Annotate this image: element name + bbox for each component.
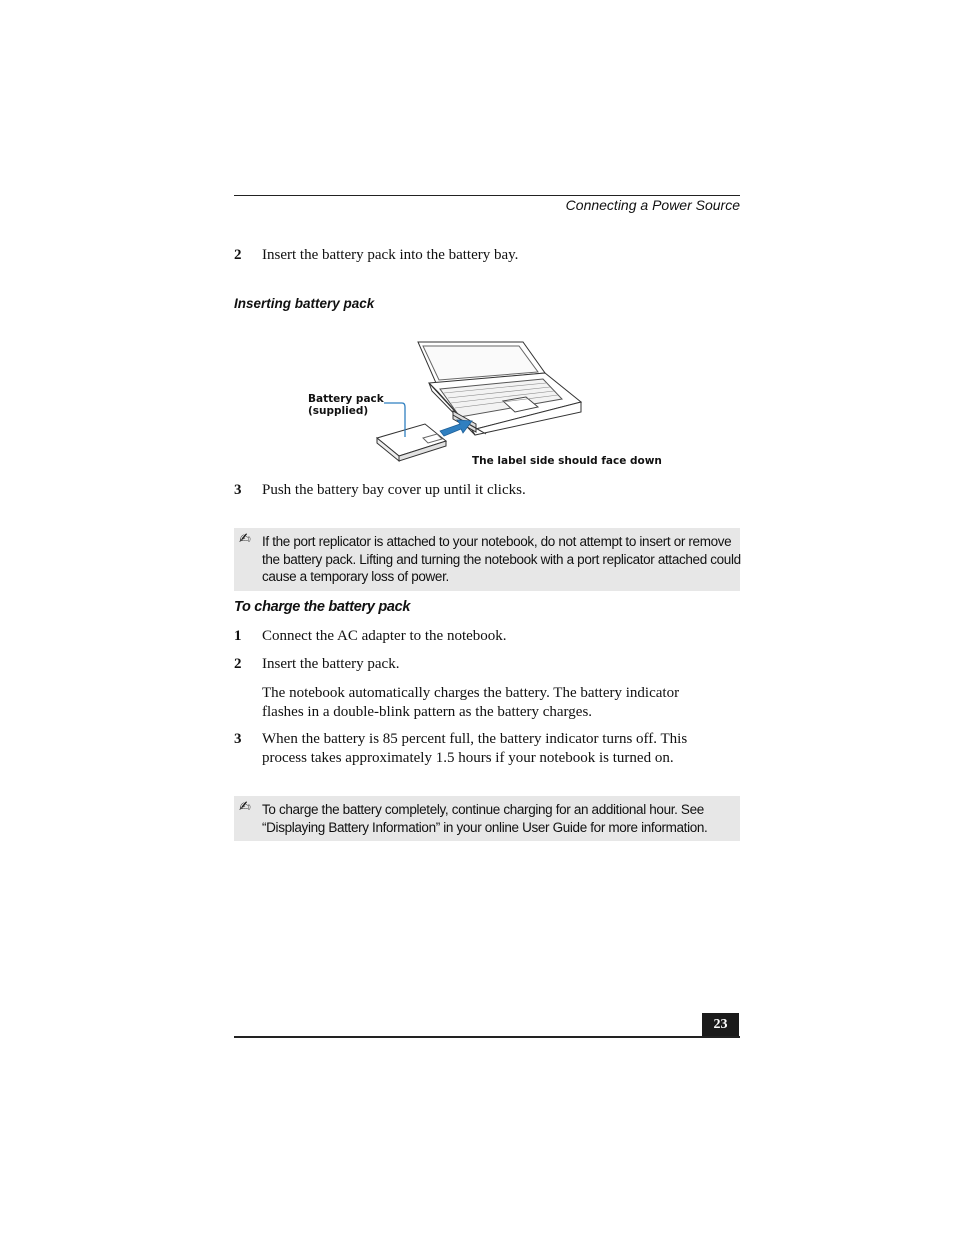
note-port-replicator [234,528,740,591]
page-number: 23 [702,1013,739,1037]
section-heading: To charge the battery pack [234,599,411,615]
note-text: If the port replicator is attached to your notebook, do not attempt to insert or remove the battery pack. Lifting and turning the notebook with a port replicator attached could cause a temporary loss of power. [262,534,741,584]
step-text: Insert the battery pack into the battery bay. [262,247,519,263]
step-number: 1 [234,628,242,644]
charge-step-1 [234,627,740,647]
note-text: To charge the battery completely, continue charging for an additional hour. See “Displaying Battery Information” in your online User Guide for more information. [262,802,708,835]
step-2-insert-battery [234,246,740,266]
step-number: 2 [234,247,242,263]
step-number: 3 [234,482,242,498]
charge-step-3 [234,730,740,770]
note-charge-completely [234,796,740,841]
step-3-push-cover [234,481,740,501]
step-text: The notebook automatically charges the battery. The battery indicator flashes in a double-blink pattern as the battery charges. [262,685,680,720]
step-text: Insert the battery pack. [262,656,400,672]
note-pen-icon: ✍ [239,531,251,547]
label-battery-pack [308,393,384,417]
step-text: Push the battery bay cover up until it clicks. [262,482,526,498]
charge-step-2-detail [234,684,740,724]
step-number: 2 [234,656,242,672]
label-face-down: The label side should face down [472,455,662,467]
figure-caption: Inserting battery pack [234,296,375,311]
label-battery-pack-text: Battery pack (supplied) [308,393,384,417]
note-pen-icon: ✍ [239,799,251,815]
footer-rule [234,1036,740,1038]
step-text: Connect the AC adapter to the notebook. [262,628,507,644]
charge-step-2 [234,655,740,675]
step-text: When the battery is 85 percent full, the battery indicator turns off. This process takes approximately 1.5 hours if your notebook is turned on. [262,731,688,766]
header-rule [234,195,740,196]
step-number: 3 [234,731,242,747]
running-head: Connecting a Power Source [565,197,740,213]
